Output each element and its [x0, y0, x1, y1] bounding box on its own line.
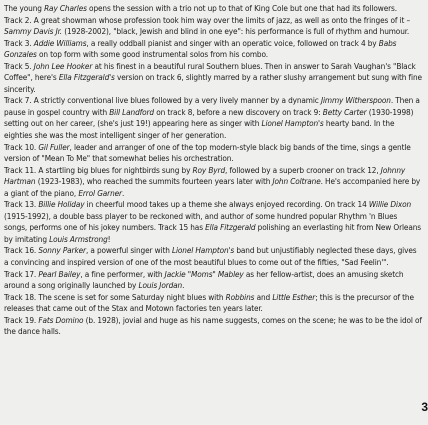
italic-name: Addie Williams	[33, 37, 87, 48]
italic-name: Lionel Hampton's	[171, 245, 235, 256]
text-run: (1928-2002), "black, Jewish and blind in one eye": his performance is full of rhythm and humour.	[62, 26, 410, 37]
page-number: 3	[421, 400, 428, 414]
italic-name: Fats Domino	[38, 314, 84, 325]
paragraph-track-3-4	[4, 38, 422, 61]
text-run: , a really oddball pianist and singer with an operatic voice, followed on track 4 by	[86, 37, 379, 48]
paragraph-track-19	[4, 315, 422, 338]
paragraph-track-2	[4, 15, 422, 38]
text-run: The young	[4, 3, 45, 13]
text-run: hearty band. In the eighties she was the most intelligent singer of her generation.	[4, 118, 395, 141]
text-run: .	[121, 187, 125, 198]
text-run: Track 17.	[4, 268, 39, 279]
italic-name: Jackie "Moms" Mabley	[164, 268, 244, 279]
italic-name: Johnny Hartman	[4, 164, 406, 187]
text-run: , a fine performer, with	[80, 268, 165, 279]
text-run: at his finest in a beautiful rural Southern blues. Then in answer to Sarah Vaughan's "Black Coffee", here's	[4, 60, 416, 83]
text-run: ; this is the precursor of the releases that came out of the Stax and Motown factories ten years later.	[4, 291, 414, 314]
italic-name: Babs Gonzales	[4, 37, 397, 60]
text-run: version on track 6, slightly marred by a rather slushy arrangement but sung with fine sincerity.	[4, 72, 422, 94]
italic-name: John Coltrane	[272, 176, 321, 187]
paragraph-track-7-9	[4, 95, 422, 141]
text-run: in cheerful mood takes up a theme she always enjoyed recording. On track 14	[84, 199, 369, 210]
italic-name: Ella Fitzgerald	[205, 222, 256, 233]
text-run: Track 7. A strictly conventional live blues followed by a very lively manner by a dynamic	[4, 95, 321, 106]
text-run: (1915-1992), a double bass player to be reckoned with, and author of some hundred popular Rhythm 'n Blues songs, performs one of his jokey numbers. Track 15 has	[4, 210, 398, 233]
italic-name: Billie Holiday	[38, 199, 85, 210]
italic-name: Sonny Parker	[38, 245, 86, 256]
text-run: Track 10.	[4, 141, 39, 152]
text-run: . Then a pause in gospel country with	[4, 95, 420, 117]
text-run: Track 16.	[4, 245, 39, 256]
text-run: on top form with some good instrumental solos from his combo.	[36, 49, 268, 60]
paragraph-track-18	[4, 292, 422, 315]
italic-name: Little Esther	[272, 291, 316, 302]
italic-name: Louis Jordan	[138, 280, 183, 291]
text-run: Track 18. The scene is set for some Saturday night blues with	[4, 291, 226, 302]
paragraph-track-5-6	[4, 61, 422, 96]
italic-name: Betty Carter	[322, 106, 367, 117]
paragraph-intro	[4, 3, 422, 15]
text-run: (1930-1998) setting out on her career, (she's just 19!) appearing here as singer with	[4, 106, 414, 129]
text-run: Track 11. A startling big blues for nightbirds sung by	[4, 164, 193, 175]
paragraph-track-10	[4, 142, 422, 165]
text-run: Track 13.	[4, 199, 39, 210]
text-run: .	[182, 280, 185, 291]
italic-name: Gil Fuller	[38, 141, 70, 152]
text-run: !	[107, 233, 111, 244]
italic-name: Pearl Bailey	[38, 268, 81, 279]
text-run: (1923-1983), who reached the summits fourteen years later with	[35, 176, 273, 187]
text-run: (b. 1928), jovial and huge as his name suggests, comes on the scene; he was to be the idol of the dance halls.	[4, 314, 422, 337]
paragraph-track-13-15	[4, 199, 422, 245]
italic-name: Lionel Hampton's	[261, 118, 324, 129]
italic-name: Roy Byrd	[192, 164, 226, 175]
italic-name: Willie Dixon	[368, 199, 412, 210]
italic-name: Robbins	[225, 291, 255, 302]
italic-name: Jimmy Witherspoon	[320, 95, 391, 106]
text-run: Track 5.	[4, 60, 34, 71]
text-run: Track 2. A great showman whose profession took him way over the limits of jazz, as well as onto the fringes of it –	[4, 14, 411, 25]
italic-name: Ella Fitzgerald's	[58, 72, 115, 83]
text-run: as her fellow-artist, does an amusing sketch around a song originally launched by	[4, 268, 404, 291]
document-body	[4, 3, 422, 338]
italic-name: Ray Charles	[44, 3, 87, 13]
text-run: band but unjustifiably neglected these days, gives a convincing and inspired version of one of the most beautiful blues to come out of the fifties, "Sad Feelin'".	[4, 245, 417, 268]
text-run: on track 8, before a new discovery on track 9:	[153, 106, 323, 117]
text-run: , leader and arranger of one of the top modern-style black big bands of the time, sings a gentle version of "Mean To Me" that somewhat belies his orchestration.	[4, 141, 411, 164]
italic-name: Louis Armstrong	[49, 233, 108, 244]
paragraph-track-17	[4, 269, 422, 292]
text-run: , a powerful singer with	[85, 245, 172, 256]
paragraph-track-11-12	[4, 165, 422, 200]
text-run: Track 3.	[4, 37, 34, 48]
text-run: opens the session with a trio not up to that of King Cole but one that had its followers.	[86, 3, 397, 13]
text-run: and	[254, 291, 273, 302]
text-run: polishing an everlasting hit from New Orleans by imitating	[4, 222, 422, 244]
italic-name: Errol Garner	[78, 187, 122, 198]
text-run: . He's accompanied here by a giant of the piano,	[4, 176, 421, 198]
italic-name: Sammy Davis Jr.	[4, 26, 62, 37]
text-run: , followed by a superb crooner on track 12,	[225, 164, 381, 175]
italic-name: Bill Landford	[109, 106, 154, 117]
paragraph-track-16	[4, 245, 422, 268]
italic-name: John Lee Hooker	[33, 60, 93, 71]
text-run: Track 19.	[4, 314, 39, 325]
